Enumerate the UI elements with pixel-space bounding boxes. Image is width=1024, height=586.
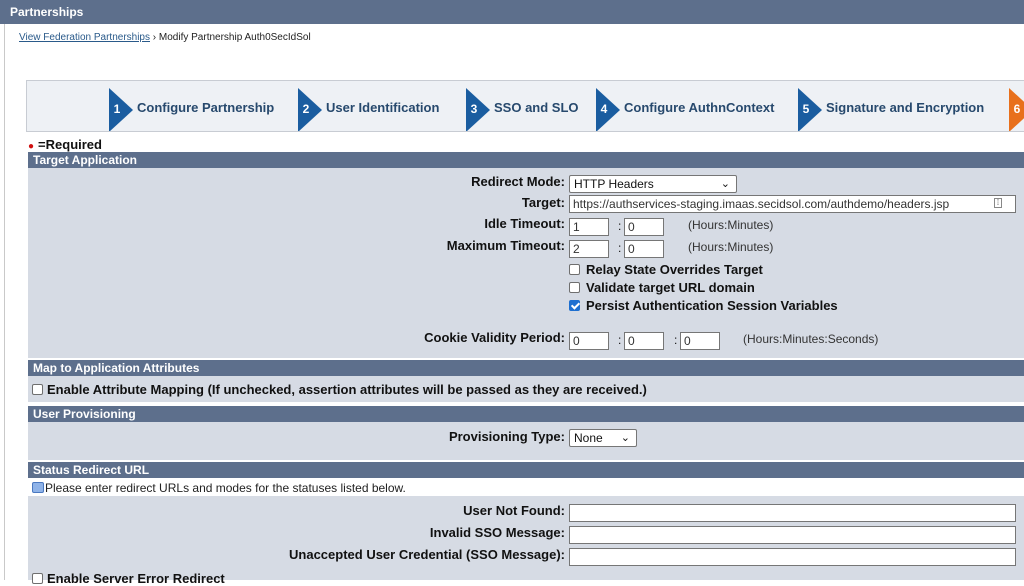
max-timeout-minutes-value: 0 bbox=[628, 242, 635, 256]
provisioning-type-value: None bbox=[574, 431, 603, 445]
invalid-sso-input[interactable] bbox=[569, 526, 1016, 544]
wizard-steps bbox=[26, 80, 1024, 132]
breadcrumb-current: Modify Partnership Auth0SecIdSol bbox=[158, 32, 311, 43]
time-separator: : bbox=[618, 333, 622, 347]
attr-mapping-label: Enable Attribute Mapping (If unchecked, assertion attributes will be passed as they are received.) bbox=[47, 382, 647, 397]
step-number: 5 bbox=[802, 102, 810, 116]
provisioning-type-select[interactable] bbox=[569, 429, 637, 447]
chevron-down-icon: ⌄ bbox=[720, 178, 730, 190]
cookie-seconds-value: 0 bbox=[684, 334, 691, 348]
step-number: 2 bbox=[302, 102, 310, 116]
idle-timeout-hours-input[interactable] bbox=[569, 218, 609, 236]
required-legend bbox=[28, 137, 102, 152]
persist-session-checkbox[interactable] bbox=[569, 300, 580, 311]
step-number: 3 bbox=[470, 102, 478, 116]
cookie-validity-label: Cookie Validity Period: bbox=[424, 330, 565, 345]
section-header-status-redirect bbox=[28, 462, 1024, 478]
time-separator: : bbox=[618, 219, 622, 233]
step-label: Configure AuthnContext bbox=[624, 100, 775, 115]
section-attr-mapping bbox=[28, 376, 1024, 402]
idle-timeout-hours-value: 1 bbox=[573, 220, 580, 234]
unaccepted-credential-input[interactable] bbox=[569, 548, 1016, 566]
breadcrumb-link-federation-partnerships[interactable]: View Federation Partnerships bbox=[19, 32, 150, 43]
section-title: Map to Application Attributes bbox=[33, 361, 200, 375]
provisioning-type-label: Provisioning Type: bbox=[448, 429, 565, 444]
idle-timeout-label: Idle Timeout: bbox=[484, 216, 565, 231]
required-dot-icon: ● bbox=[28, 141, 35, 152]
section-user-provisioning bbox=[28, 422, 1024, 460]
step-label: User Identification bbox=[326, 100, 440, 115]
section-header-attr-mapping bbox=[28, 360, 1024, 376]
invalid-sso-label: Invalid SSO Message: bbox=[429, 525, 565, 540]
target-input[interactable] bbox=[569, 195, 1016, 213]
cookie-minutes-input[interactable] bbox=[624, 332, 664, 350]
section-header-user-provisioning bbox=[28, 406, 1024, 422]
relay-state-label: Relay State Overrides Target bbox=[586, 262, 763, 277]
persist-session-label: Persist Authentication Session Variables bbox=[586, 298, 838, 313]
target-label: Target: bbox=[521, 195, 565, 210]
max-timeout-label: Maximum Timeout: bbox=[446, 238, 565, 253]
time-separator: : bbox=[674, 333, 678, 347]
breadcrumb-separator: › bbox=[152, 32, 157, 43]
breadcrumb bbox=[19, 32, 311, 43]
section-title: Status Redirect URL bbox=[33, 463, 150, 477]
cookie-minutes-value: 0 bbox=[628, 334, 635, 348]
step-label: Signature and Encryption bbox=[826, 100, 985, 115]
cookie-hours-value: 0 bbox=[573, 334, 580, 348]
redirect-mode-label: Redirect Mode: bbox=[471, 174, 565, 189]
section-title: User Provisioning bbox=[33, 407, 136, 421]
info-icon bbox=[32, 482, 44, 493]
left-border bbox=[4, 24, 5, 580]
section-status-redirect bbox=[28, 496, 1024, 586]
max-timeout-hours-value: 2 bbox=[573, 242, 580, 256]
section-header-target-application bbox=[28, 152, 1024, 168]
validate-url-label: Validate target URL domain bbox=[586, 280, 755, 295]
user-not-found-input[interactable] bbox=[569, 504, 1016, 522]
section-target-application bbox=[28, 168, 1024, 358]
attr-mapping-checkbox[interactable] bbox=[32, 384, 43, 395]
required-label: =Required bbox=[38, 137, 102, 152]
idle-timeout-unit: (Hours:Minutes) bbox=[688, 218, 774, 232]
step-number: 1 bbox=[113, 102, 121, 116]
step-number: 4 bbox=[600, 102, 608, 116]
idle-timeout-minutes-input[interactable] bbox=[624, 218, 664, 236]
section-title: Target Application bbox=[33, 153, 138, 167]
field-key-icon[interactable]: ⁞ bbox=[994, 198, 1002, 208]
max-timeout-minutes-input[interactable] bbox=[624, 240, 664, 258]
server-error-redirect-checkbox[interactable] bbox=[32, 573, 43, 584]
redirect-mode-select[interactable] bbox=[569, 175, 737, 193]
cookie-validity-unit: (Hours:Minutes:Seconds) bbox=[743, 332, 879, 346]
step-number: 6 bbox=[1013, 102, 1021, 116]
cookie-seconds-input[interactable] bbox=[680, 332, 720, 350]
idle-timeout-minutes-value: 0 bbox=[628, 220, 635, 234]
header-bar bbox=[0, 0, 1024, 24]
chevron-down-icon: ⌄ bbox=[620, 432, 630, 444]
target-value: https://authservices-staging.imaas.secidsol.com/authdemo/headers.jsp bbox=[573, 197, 950, 211]
redirect-mode-value: HTTP Headers bbox=[574, 177, 654, 191]
server-error-redirect-label: Enable Server Error Redirect bbox=[47, 571, 225, 586]
step-label: Configure Partnership bbox=[137, 100, 275, 115]
status-redirect-info: Please enter redirect URLs and modes for the statuses listed below. bbox=[45, 481, 406, 495]
max-timeout-hours-input[interactable] bbox=[569, 240, 609, 258]
relay-state-checkbox[interactable] bbox=[569, 264, 580, 275]
status-redirect-info-row bbox=[28, 478, 1024, 496]
page-title: Partnerships bbox=[10, 5, 84, 19]
step-label: SSO and SLO bbox=[494, 100, 579, 115]
unaccepted-credential-label: Unaccepted User Credential (SSO Message): bbox=[289, 547, 565, 562]
user-not-found-label: User Not Found: bbox=[463, 503, 565, 518]
time-separator: : bbox=[618, 241, 622, 255]
max-timeout-unit: (Hours:Minutes) bbox=[688, 240, 774, 254]
cookie-hours-input[interactable] bbox=[569, 332, 609, 350]
validate-url-checkbox[interactable] bbox=[569, 282, 580, 293]
